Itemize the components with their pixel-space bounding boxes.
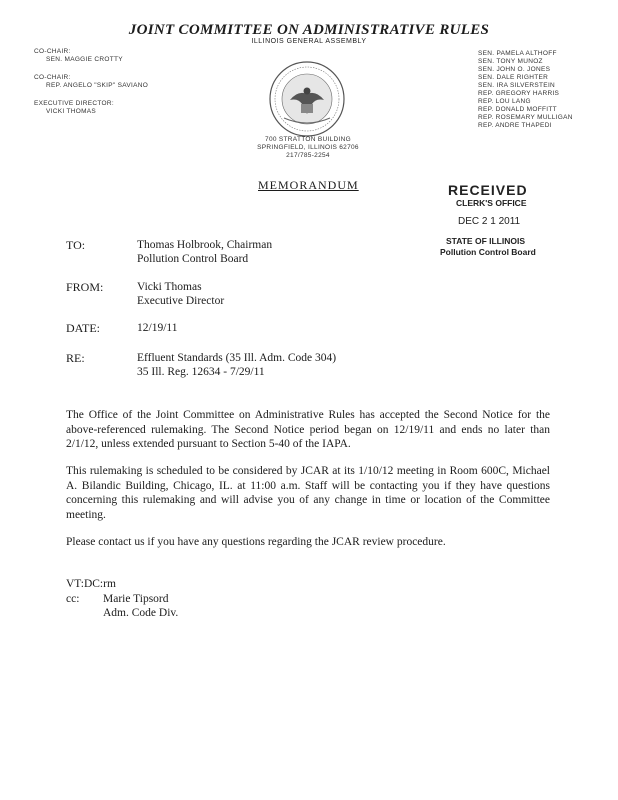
address-line: 217/785-2254 — [286, 152, 330, 159]
to-line1: Thomas Holbrook, Chairman — [137, 239, 273, 251]
body-paragraph-3: Please contact us if you have any questions regarding the JCAR review procedure. — [66, 536, 446, 548]
from-line2: Executive Director — [137, 295, 225, 307]
re-line1: Effluent Standards (35 Ill. Adm. Code 304) — [137, 352, 337, 364]
stamp-board: Pollution Control Board — [440, 247, 536, 257]
stamp-received: RECEIVED — [448, 182, 528, 198]
state-seal-icon — [268, 60, 346, 138]
body-paragraph-1: The Office of the Joint Committee on Administrative Rules has accepted the Second Notice for the above-referenced rulemaking. The Second Notice period began on 12/19/11 and ends no later than 2/1/12, unless extended pursuant to Section 5-40 of the IAPA. — [66, 409, 550, 450]
typist-initials: VT:DC:rm — [66, 578, 116, 590]
re-label: RE: — [66, 351, 85, 365]
members-list — [478, 50, 573, 130]
member-name: REP. DONALD MOFFITT — [478, 106, 557, 113]
to-line2: Pollution Control Board — [137, 253, 249, 265]
cochair1-label: CO-CHAIR: — [34, 48, 71, 55]
member-name: REP. ROSEMARY MULLIGAN — [478, 114, 573, 121]
committee-subtitle: ILLINOIS GENERAL ASSEMBLY — [251, 38, 367, 45]
stamp-office: CLERK'S OFFICE — [456, 198, 527, 208]
cc-recipient: Marie Tipsord — [103, 593, 169, 605]
date-value: 12/19/11 — [137, 322, 178, 334]
address-line: SPRINGFIELD, ILLINOIS 62706 — [257, 144, 359, 151]
member-name: SEN. IRA SILVERSTEIN — [478, 82, 556, 89]
from-label: FROM: — [66, 280, 104, 294]
from-line1: Vicki Thomas — [137, 281, 202, 293]
cc-recipient: Adm. Code Div. — [103, 607, 179, 619]
to-label: TO: — [66, 238, 86, 252]
address-block — [238, 136, 378, 160]
director-label: EXECUTIVE DIRECTOR: — [34, 100, 114, 107]
re-line2: 35 Ill. Reg. 12634 - 7/29/11 — [137, 366, 265, 378]
member-name: REP. GREGORY HARRIS — [478, 90, 560, 97]
cochair1-name: SEN. MAGGIE CROTTY — [46, 56, 123, 63]
cochair2-name: REP. ANGELO "SKIP" SAVIANO — [46, 82, 149, 89]
member-name: REP. LOU LANG — [478, 98, 531, 105]
cc-label: cc: — [66, 593, 80, 605]
body-paragraph-2: This rulemaking is scheduled to be considered by JCAR at its 1/10/12 meeting in Room 600C, Michael A. Bilandic Building, Chicago, IL. at 11:00 a.m. Staff will be contacting you if they have questions concerning this rulemaking and will advise you of any change in time or location of the Committee meeting. — [66, 465, 550, 521]
member-name: SEN. TONY MUNOZ — [478, 58, 543, 65]
director-name: VICKI THOMAS — [46, 108, 97, 115]
stamp-state: STATE OF ILLINOIS — [446, 236, 526, 246]
cochair2-label: CO-CHAIR: — [34, 74, 71, 81]
member-name: SEN. JOHN O. JONES — [478, 66, 551, 73]
memo-title: MEMORANDUM — [258, 178, 359, 192]
member-name: REP. ANDRE THAPEDI — [478, 122, 552, 129]
member-name: SEN. DALE RIGHTER — [478, 74, 549, 81]
address-line: 700 STRATTON BUILDING — [265, 136, 351, 143]
member-name: SEN. PAMELA ALTHOFF — [478, 50, 557, 57]
stamp-date: DEC 2 1 2011 — [458, 216, 521, 227]
committee-title: JOINT COMMITTEE ON ADMINISTRATIVE RULES — [128, 22, 490, 38]
date-label: DATE: — [66, 321, 100, 335]
